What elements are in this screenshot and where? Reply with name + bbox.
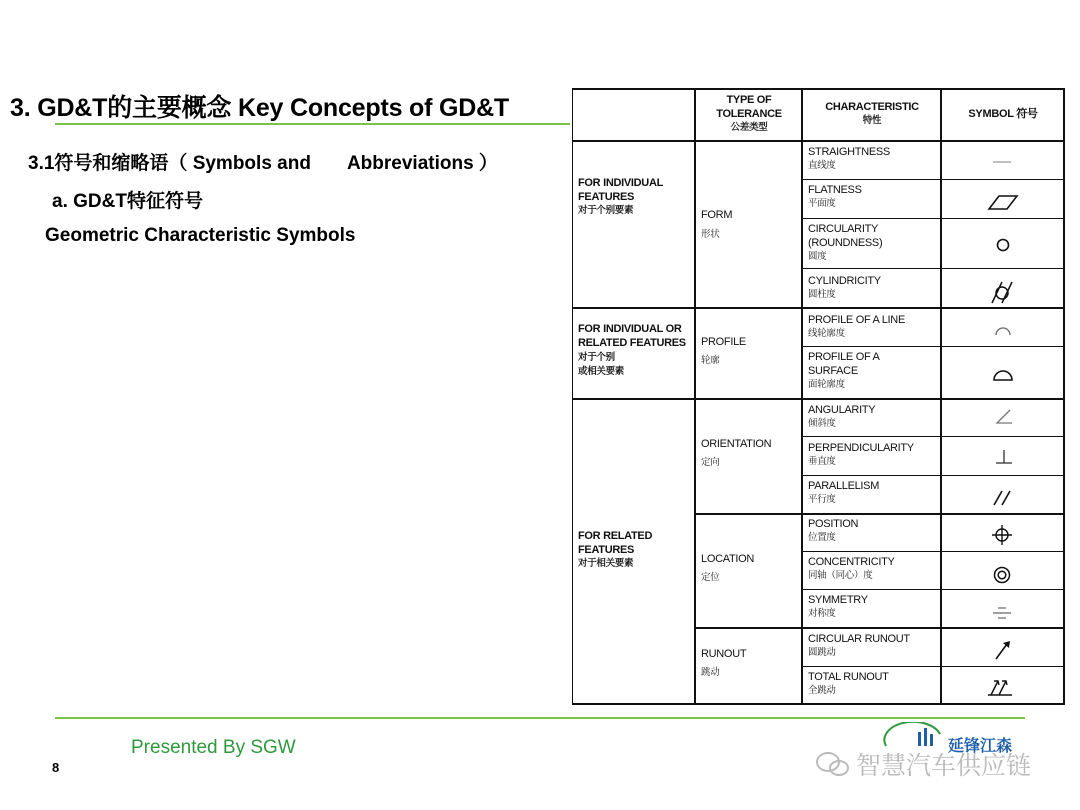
watermark-text: 智慧汽车供应链 [856, 752, 1032, 780]
section-heading [28, 148, 498, 175]
group-related: FOR RELATED FEATURES 对于相关要素 [578, 530, 653, 569]
group-individual: FOR INDIVIDUAL FEATURES 对于个别要素 [578, 177, 663, 216]
parallelism-icon [990, 487, 1016, 509]
perpendicularity-icon [992, 446, 1016, 468]
circular-runout-icon [990, 638, 1014, 662]
total-runout-icon [985, 675, 1017, 699]
char-symmetry: SYMMETRY 对称度 [808, 594, 868, 619]
profile-line-icon [991, 320, 1015, 338]
char-position: POSITION 位置度 [808, 518, 859, 543]
char-concentricity: CONCENTRICITY 同轴（同心）度 [808, 556, 895, 581]
char-parallelism: PARALLELISM 平行度 [808, 480, 880, 505]
type-location: LOCATION 定位 [701, 553, 755, 583]
char-total-runout: TOTAL RUNOUT 全跳动 [808, 671, 889, 696]
symmetry-icon [990, 603, 1014, 623]
cylindricity-icon [988, 279, 1018, 305]
char-circular-runout: CIRCULAR RUNOUT 圆跳动 [808, 633, 910, 658]
char-circularity: CIRCULARITY (ROUNDNESS) 圆度 [808, 223, 883, 262]
char-profile-surface: PROFILE OF A SURFACE 面轮廓度 [808, 351, 879, 390]
header-characteristic: CHARACTERISTIC 特性 [808, 100, 936, 127]
header-type-cn: 公差类型 [730, 122, 768, 133]
subsection-heading: a. GD&T特征符号 [52, 191, 203, 212]
footer-divider [55, 717, 1025, 719]
group-individual-or-related: FOR INDIVIDUAL OR RELATED FEATURES 对于个别 或相关要素 [578, 323, 686, 377]
subsection-subtitle: Geometric Characteristic Symbols [45, 225, 356, 246]
header-symbol: SYMBOL 符号 [968, 108, 1038, 120]
type-orientation: ORIENTATION 定向 [701, 438, 772, 468]
flatness-icon [985, 191, 1021, 213]
company-logo-text: 延锋江森 [948, 738, 1013, 755]
presented-by: Presented By SGW [131, 737, 296, 758]
title-divider [55, 123, 570, 125]
straightness-icon [990, 153, 1014, 169]
type-profile: PROFILE 轮廓 [701, 336, 746, 366]
char-angularity: ANGULARITY 倾斜度 [808, 404, 876, 429]
header-characteristic-cn: 特性 [862, 115, 882, 126]
char-profile-line: PROFILE OF A LINE 线轮廓度 [808, 314, 905, 339]
char-flatness: FLATNESS 平面度 [808, 184, 862, 209]
header-type: TYPE OF TOLERANCE 公差类型 [702, 93, 796, 134]
section-heading-part2: Abbreviations ） [346, 153, 498, 174]
concentricity-icon [990, 563, 1014, 587]
char-perpendicularity: PERPENDICULARITY 垂直度 [808, 442, 914, 467]
profile-surface-icon [990, 363, 1016, 385]
slide-title: 3. GD&T的主要概念 Key Concepts of GD&T [10, 94, 509, 122]
gdt-symbol-table [572, 88, 1065, 705]
type-runout: RUNOUT 跳动 [701, 648, 747, 678]
char-cylindricity: CYLINDRICITY 圆柱度 [808, 275, 881, 300]
circularity-icon [992, 234, 1014, 256]
section-heading-part1: 3.1符号和缩略语（ Symbols and [28, 153, 311, 174]
angularity-icon [992, 406, 1016, 428]
position-icon [990, 523, 1014, 547]
type-form: FORM 形状 [701, 209, 733, 240]
wechat-icon [814, 750, 852, 778]
char-straightness: STRAIGHTNESS 直线度 [808, 146, 890, 171]
page-number: 8 [52, 760, 60, 775]
